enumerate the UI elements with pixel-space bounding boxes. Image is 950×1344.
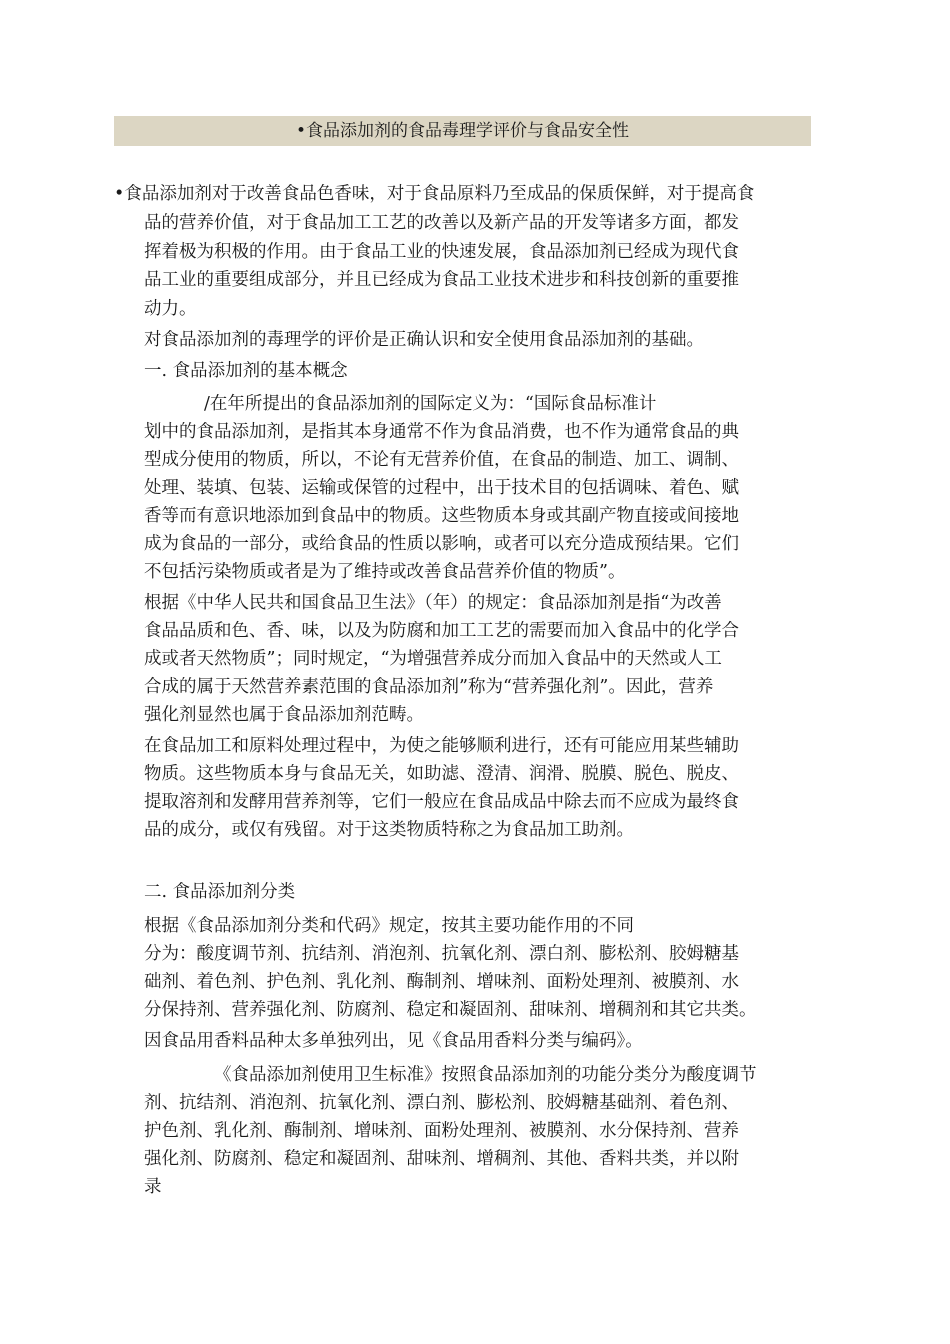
text-line: 划中的食品添加剂，是指其本身通常不作为食品消费，也不作为通常食品的典: [144, 422, 739, 442]
text-line: 品工业的重要组成部分，并且已经成为食品工业技术进步和科技创新的重要推: [144, 270, 739, 290]
text-line: 成为食品的一部分，或给食品的性质以影响，或者可以充分造成预结果。它们: [144, 534, 739, 554]
text-line: 《食品添加剂使用卫生标准》按照食品添加剂的功能分类分为酸度调节: [214, 1065, 757, 1085]
heading-2: 二. 食品添加剂分类: [144, 882, 296, 902]
text-line: 在食品加工和原料处理过程中，为使之能够顺利进行，还有可能应用某些辅助: [144, 736, 739, 756]
text-line: 根据《中华人民共和国食品卫生法》（年）的规定：食品添加剂是指“为改善: [144, 593, 722, 613]
text-line: 香等而有意识地添加到食品中的物质。这些物质本身或其副产物直接或间接地: [144, 506, 739, 526]
text-line: 品的营养价值，对于食品加工工艺的改善以及新产品的开发等诸多方面，都发: [144, 213, 739, 233]
text-line: •食品添加剂对于改善食品色香味，对于食品原料乃至成品的保质保鲜，对于提高食: [114, 184, 755, 204]
text-line: 不包括污染物质或者是为了维持或改善食品营养价值的物质”。: [144, 562, 626, 582]
text-line: 型成分使用的物质，所以，不论有无营养价值，在食品的制造、加工、调制、: [144, 450, 739, 470]
text-line: 合成的属于天然营养素范围的食品添加剂”称为“营养强化剂”。因此，营养: [144, 677, 714, 697]
text-line: 食品品质和色、香、味，以及为防腐和加工工艺的需要而加入食品中的化学合: [144, 621, 739, 641]
text-line: 强化剂显然也属于食品添加剂范畴。: [144, 705, 424, 725]
text-line: 品的成分，或仅有残留。对于这类物质特称之为食品加工助剂。: [144, 820, 634, 840]
text-line: 础剂、着色剂、护色剂、乳化剂、酶制剂、增味剂、面粉处理剂、被膜剂、水: [144, 972, 739, 992]
text-line: 成或者天然物质”；同时规定，“为增强营养成分而加入食品中的天然或人工: [144, 649, 722, 669]
heading-1: 一. 食品添加剂的基本概念: [144, 361, 348, 381]
text-line: 动力。: [144, 299, 197, 319]
text-line: 提取溶剂和发酵用营养剂等，它们一般应在食品成品中除去而不应成为最终食: [144, 792, 739, 812]
text-line: 强化剂、防腐剂、稳定和凝固剂、甜味剂、增稠剂、其他、香料共类，并以附: [144, 1149, 739, 1169]
text-line: 物质。这些物质本身与食品无关，如助滤、澄清、润滑、脱膜、脱色、脱皮、: [144, 764, 739, 784]
text-line: 因食品用香料品种太多单独列出，见《食品用香料分类与编码》。: [144, 1031, 643, 1051]
section-title: •食品添加剂的食品毒理学评价与食品安全性: [114, 116, 811, 146]
text-line: 分为：酸度调节剂、抗结剂、消泡剂、抗氧化剂、漂白剂、膨松剂、胶姆糖基: [144, 944, 739, 964]
text-line: 处理、装填、包装、运输或保管的过程中，出于技术目的包括调味、着色、赋: [144, 478, 739, 498]
text-line: 剂、抗结剂、消泡剂、抗氧化剂、漂白剂、膨松剂、胶姆糖基础剂、着色剂、: [144, 1093, 739, 1113]
text-line: 根据《食品添加剂分类和代码》规定，按其主要功能作用的不同: [144, 916, 634, 936]
text-line: 挥着极为积极的作用。由于食品工业的快速发展，食品添加剂已经成为现代食: [144, 242, 739, 262]
text-line: 分保持剂、营养强化剂、防腐剂、稳定和凝固剂、甜味剂、增稠剂和其它共类。: [144, 1000, 757, 1020]
text-line: 护色剂、乳化剂、酶制剂、增味剂、面粉处理剂、被膜剂、水分保持剂、营养: [144, 1121, 739, 1141]
text-line: /在年所提出的食品添加剂的国际定义为：“国际食品标准计: [204, 394, 657, 414]
text-line: 对食品添加剂的毒理学的评价是正确认识和安全使用食品添加剂的基础。: [144, 330, 704, 350]
text-line: 录: [144, 1177, 162, 1197]
